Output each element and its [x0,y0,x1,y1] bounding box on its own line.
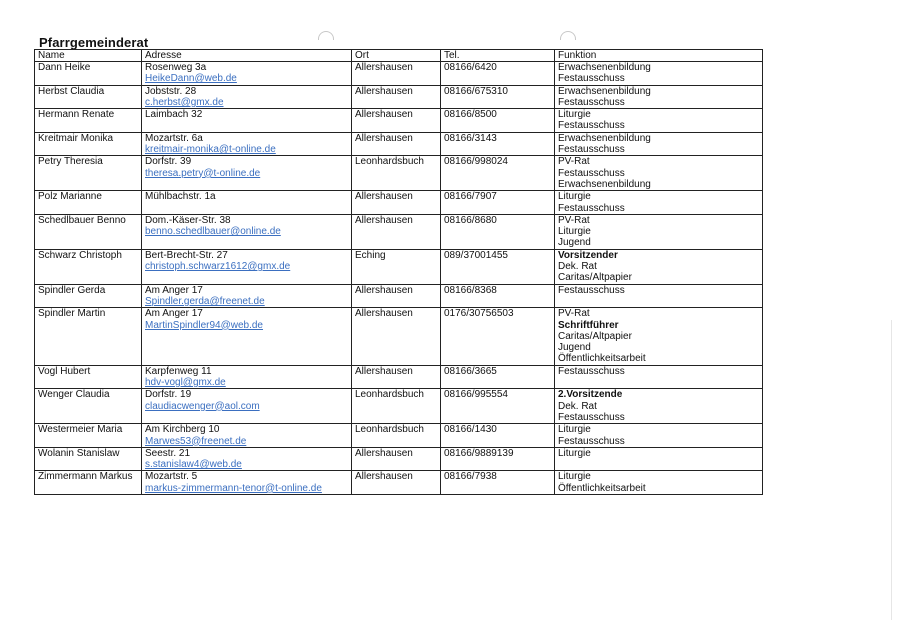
member-name: Petry Theresia [38,156,103,168]
member-role: Festausschuss [558,411,625,423]
member-place: Allershausen [355,85,413,97]
member-street: Mozartstr. 6a [145,132,203,144]
table-row [35,132,763,156]
member-name: Kreitmair Monika [38,132,114,144]
member-street: Dorfstr. 39 [145,156,192,168]
member-name: Westermeier Maria [38,424,123,436]
member-role: Liturgie [558,447,591,459]
member-role-cell [555,471,763,495]
member-role-cell [555,191,763,215]
member-name-cell [35,447,142,471]
member-place-cell [352,191,441,215]
member-name: Herbst Claudia [38,85,105,97]
member-name-cell [35,85,142,109]
member-role: Caritas/Altpapier [558,330,632,342]
member-role: Festausschuss [558,202,625,214]
member-place: Allershausen [355,308,413,320]
member-address-cell [142,109,352,133]
member-role: Jugend [558,237,591,249]
member-phone: 0176/30756503 [444,308,514,320]
member-phone: 08166/7938 [444,471,497,483]
member-phone: 08166/3143 [444,132,497,144]
member-email-link[interactable]: claudiacwenger@aol.com [145,400,260,412]
member-place: Allershausen [355,62,413,73]
member-role: PV-Rat [558,308,590,320]
member-phone: 08166/7907 [444,191,497,203]
member-place: Allershausen [355,284,413,296]
member-name-cell [35,156,142,191]
member-street: Mozartstr. 5 [145,471,198,483]
member-role: PV-Rat [558,156,590,168]
table-row [35,109,763,133]
member-address-cell [142,249,352,284]
member-role: Festausschuss [558,284,625,296]
member-role: Öffentlichkeitsarbeit [558,482,646,494]
member-email-link[interactable]: hdv-vogl@gmx.de [145,377,226,389]
member-phone: 08166/9889139 [444,447,514,459]
member-place-cell [352,365,441,389]
member-email-link[interactable]: Spindler.gerda@freenet.de [145,295,265,307]
member-phone: 08166/675310 [444,85,508,97]
member-phone-cell [441,191,555,215]
member-phone-cell [441,85,555,109]
member-phone-cell [441,109,555,133]
member-name-cell [35,249,142,284]
member-phone-cell [441,132,555,156]
member-phone-cell [441,284,555,308]
member-role: Dek. Rat [558,261,597,273]
member-role: Festausschuss [558,365,625,377]
member-phone: 08166/998024 [444,156,508,168]
member-place-cell [352,249,441,284]
table-row [35,447,763,471]
member-phone-cell [441,424,555,448]
member-address-cell [142,191,352,215]
member-phone: 089/37001455 [444,249,508,261]
table-row [35,389,763,424]
member-place-cell [352,132,441,156]
member-address-cell [142,471,352,495]
member-place-cell [352,85,441,109]
member-phone-cell [441,471,555,495]
member-name-cell [35,191,142,215]
page-title: Pfarrgemeinderat [39,35,149,50]
table-row [35,214,763,249]
member-address-cell [142,85,352,109]
member-role: Liturgie [558,471,591,483]
member-phone: 08166/8368 [444,284,497,296]
member-place-cell [352,308,441,365]
table-row [35,424,763,448]
member-name: Polz Marianne [38,191,102,203]
member-role: Festausschuss [558,144,625,156]
member-name: Vogl Hubert [38,365,91,377]
table-row [35,249,763,284]
member-name-cell [35,471,142,495]
member-role: 2.Vorsitzende [558,389,623,401]
member-place: Leonhardsbuch [355,389,424,401]
member-address-cell [142,447,352,471]
member-email-link[interactable]: Marwes53@freenet.de [145,435,247,447]
member-name-cell [35,365,142,389]
member-place: Leonhardsbuch [355,156,424,168]
member-address-cell [142,389,352,424]
member-name-cell [35,214,142,249]
member-address-cell [142,132,352,156]
member-name: Spindler Martin [38,308,106,320]
member-role: Festausschuss [558,120,625,132]
member-place-cell [352,156,441,191]
member-place-cell [352,447,441,471]
member-address-cell [142,365,352,389]
member-role: PV-Rat [558,214,590,226]
member-address-cell [142,62,352,86]
hole-punch-mark [318,31,334,40]
member-role-cell [555,447,763,471]
member-place: Leonhardsbuch [355,424,424,436]
member-place-cell [352,62,441,86]
scan-edge-line [891,320,892,620]
member-email-link[interactable]: markus-zimmermann-tenor@t-online.de [145,482,322,494]
member-role-cell [555,214,763,249]
member-phone: 08166/8500 [444,109,497,121]
member-address-cell [142,424,352,448]
member-role-cell [555,109,763,133]
members-table [34,49,763,495]
member-street: Dom.-Käser-Str. 38 [145,214,231,226]
member-street: Am Anger 17 [145,284,203,296]
table-header-row [35,50,763,62]
header-phone: Tel. [441,50,555,62]
member-phone: 08166/1430 [444,424,497,436]
member-place-cell [352,471,441,495]
member-place: Allershausen [355,109,413,121]
member-street: Laimbach 32 [145,109,203,121]
member-name: Schedlbauer Benno [38,214,126,226]
table-row [35,284,763,308]
member-street: Mühlbachstr. 1a [145,191,216,203]
member-phone-cell [441,249,555,284]
member-role-cell [555,249,763,284]
member-email-link[interactable]: benno.schedlbauer@online.de [145,226,281,238]
member-name-cell [35,109,142,133]
member-place: Allershausen [355,132,413,144]
member-phone-cell [441,365,555,389]
member-street: Dorfstr. 19 [145,389,192,401]
member-place: Allershausen [355,365,413,377]
member-name-cell [35,389,142,424]
member-role: Erwachsenenbildung [558,178,651,190]
member-email-link[interactable]: christoph.schwarz1612@gmx.de [145,261,291,273]
member-role: Liturgie [558,424,591,436]
member-email-link[interactable]: MartinSpindler94@web.de [145,319,263,331]
member-place: Allershausen [355,191,413,203]
member-name: Wolanin Stanislaw [38,447,120,459]
member-place: Eching [355,249,386,261]
member-role-cell [555,132,763,156]
member-address-cell [142,214,352,249]
member-name: Spindler Gerda [38,284,106,296]
header-place: Ort [352,50,441,62]
member-place-cell [352,424,441,448]
member-email-link[interactable]: kreitmair-monika@t-online.de [145,144,276,156]
table-row [35,365,763,389]
member-name-cell [35,62,142,86]
hole-punch-mark [560,31,576,40]
member-role-cell [555,365,763,389]
member-role: Liturgie [558,109,591,121]
member-phone: 08166/3665 [444,365,497,377]
member-place: Allershausen [355,471,413,483]
member-name: Schwarz Christoph [38,249,122,261]
member-role-cell [555,156,763,191]
table-row [35,471,763,495]
member-role: Erwachsenenbildung [558,85,651,97]
member-street: Am Anger 17 [145,308,203,320]
member-role: Festausschuss [558,73,625,85]
member-role: Vorsitzender [558,249,618,261]
header-role: Funktion [555,50,763,62]
member-role: Öffentlichkeitsarbeit [558,353,646,365]
member-email-link[interactable]: HeikeDann@web.de [145,73,237,85]
member-role-cell [555,85,763,109]
member-place: Allershausen [355,214,413,226]
member-phone-cell [441,308,555,365]
table-row [35,62,763,86]
header-name: Name [35,50,142,62]
member-phone: 08166/8680 [444,214,497,226]
member-name: Zimmermann Markus [38,471,133,483]
member-phone-cell [441,447,555,471]
members-table-body [35,50,763,495]
member-role-cell [555,284,763,308]
member-phone-cell [441,62,555,86]
member-place-cell [352,109,441,133]
member-role: Liturgie [558,191,591,203]
member-role: Festausschuss [558,435,625,447]
member-street: Seestr. 21 [145,447,191,459]
member-role: Liturgie [558,226,591,238]
member-role-cell [555,308,763,365]
member-phone-cell [441,214,555,249]
member-phone: 08166/995554 [444,389,508,401]
member-role: Festausschuss [558,96,625,108]
member-place-cell [352,214,441,249]
member-name-cell [35,424,142,448]
member-address-cell [142,156,352,191]
member-street: Karpfenweg 11 [145,365,212,377]
member-email-link[interactable]: c.herbst@gmx.de [145,96,224,108]
member-name: Hermann Renate [38,109,115,121]
member-name-cell [35,308,142,365]
member-role: Jugend [558,342,591,354]
member-email-link[interactable]: theresa.petry@t-online.de [145,167,261,179]
member-role-cell [555,389,763,424]
member-role: Erwachsenenbildung [558,62,651,73]
member-name: Wenger Claudia [38,389,110,401]
member-street: Bert-Brecht-Str. 27 [145,249,228,261]
member-street: Am Kirchberg 10 [145,424,220,436]
member-role: Dek. Rat [558,400,597,412]
member-address-cell [142,308,352,365]
member-place-cell [352,389,441,424]
member-place-cell [352,284,441,308]
member-phone-cell [441,156,555,191]
member-role: Schriftführer [558,319,619,331]
table-row [35,191,763,215]
table-row [35,85,763,109]
member-role-cell [555,424,763,448]
member-street: Jobststr. 28 [145,85,197,97]
table-row [35,156,763,191]
member-place: Allershausen [355,447,413,459]
member-role: Festausschuss [558,167,625,179]
member-address-cell [142,284,352,308]
member-name-cell [35,132,142,156]
member-name-cell [35,284,142,308]
member-role: Caritas/Altpapier [558,272,632,284]
member-street: Rosenweg 3a [145,62,207,73]
member-role-cell [555,62,763,86]
member-phone: 08166/6420 [444,62,497,73]
member-role: Erwachsenenbildung [558,132,651,144]
table-row [35,308,763,365]
header-address: Adresse [142,50,352,62]
member-phone-cell [441,389,555,424]
member-email-link[interactable]: s.stanislaw4@web.de [145,459,242,471]
member-name: Dann Heike [38,62,91,73]
